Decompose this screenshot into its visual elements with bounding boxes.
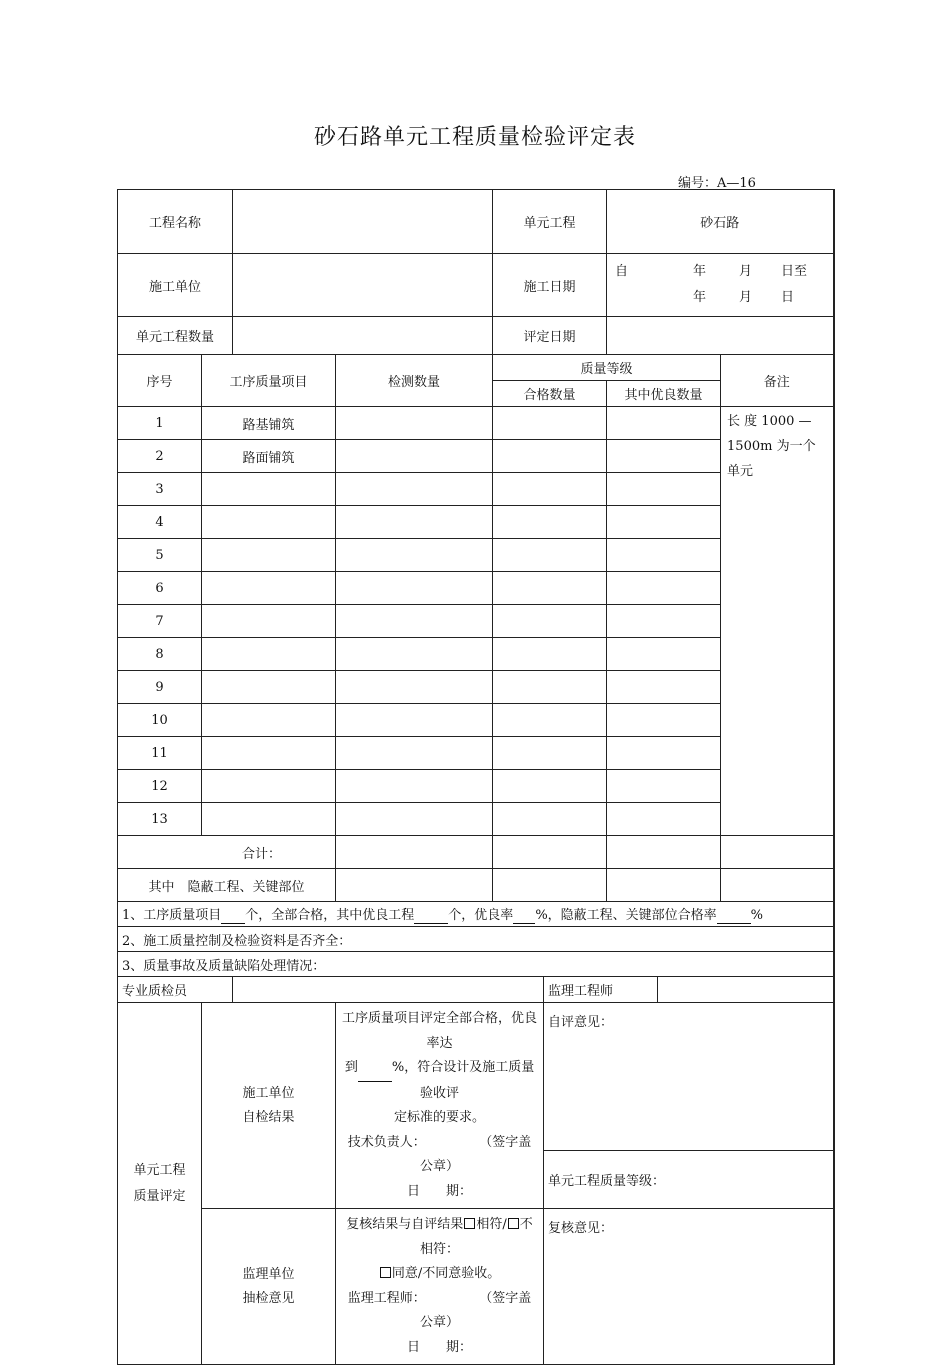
contractor-field[interactable] <box>233 254 493 317</box>
form-code: 编号：A—16 <box>678 176 756 191</box>
summary-line-3[interactable]: 3、质量事故及质量缺陷处理情况： <box>118 952 834 977</box>
row-pass-count[interactable] <box>493 671 607 704</box>
total-excellent-count[interactable] <box>607 836 721 869</box>
excellent-rate-blank[interactable] <box>513 908 535 924</box>
row-item[interactable]: 路面铺筑 <box>202 440 336 473</box>
row-seq: 8 <box>118 638 202 671</box>
row-item[interactable] <box>202 638 336 671</box>
year-label-2: 年 <box>693 290 707 305</box>
self-opinion[interactable]: 自评意见： <box>544 1003 834 1151</box>
col-pass-count: 合格数量 <box>493 381 607 407</box>
hidden-works-label: 其中 隐蔽工程、关键部位 <box>118 869 336 902</box>
row-item[interactable] <box>202 803 336 836</box>
inspector-label: 专业质检员 <box>118 977 233 1003</box>
row-item[interactable] <box>202 671 336 704</box>
row-excellent-count[interactable] <box>607 473 721 506</box>
hidden-check-count[interactable] <box>336 869 493 902</box>
supervisor-engineer-field[interactable] <box>658 977 834 1003</box>
row-excellent-count[interactable] <box>607 671 721 704</box>
row-seq: 13 <box>118 803 202 836</box>
day-label: 日 <box>781 290 795 305</box>
col-item: 工序质量项目 <box>202 355 336 407</box>
row-item[interactable] <box>202 539 336 572</box>
row-excellent-count[interactable] <box>607 572 721 605</box>
row-seq: 12 <box>118 770 202 803</box>
total-check-count[interactable] <box>336 836 493 869</box>
row-excellent-count[interactable] <box>607 770 721 803</box>
remark-text: 单元 <box>727 464 754 479</box>
row-item[interactable] <box>202 605 336 638</box>
row-pass-count[interactable] <box>493 473 607 506</box>
inspector-field[interactable] <box>233 977 544 1003</box>
item-count-blank[interactable] <box>221 908 245 924</box>
row-pass-count[interactable] <box>493 440 607 473</box>
mismatch-checkbox[interactable] <box>508 1218 519 1229</box>
row-check-count[interactable] <box>336 473 493 506</box>
project-name-label: 工程名称 <box>118 190 233 254</box>
hidden-excellent-count[interactable] <box>607 869 721 902</box>
row-check-count[interactable] <box>336 638 493 671</box>
row-item[interactable] <box>202 704 336 737</box>
month-label-2: 月 <box>739 290 753 305</box>
row-excellent-count[interactable] <box>607 638 721 671</box>
total-label: 合计： <box>118 836 336 869</box>
row-pass-count[interactable] <box>493 605 607 638</box>
unit-eval-label: 单元工程 质量评定 <box>118 1003 202 1365</box>
table-row <box>118 407 834 440</box>
col-check-count: 检测数量 <box>336 355 493 407</box>
row-seq: 9 <box>118 671 202 704</box>
unit-quality-grade[interactable]: 单元工程质量等级： <box>544 1151 834 1209</box>
construction-date-label: 施工日期 <box>493 254 607 317</box>
unit-count-field[interactable] <box>233 317 493 355</box>
eval-date-label: 评定日期 <box>493 317 607 355</box>
supervisor-engineer-label: 监理工程师 <box>544 977 658 1003</box>
review-opinion[interactable]: 复核意见： <box>544 1209 834 1365</box>
row-excellent-count[interactable] <box>607 803 721 836</box>
row-check-count[interactable] <box>336 770 493 803</box>
row-check-count[interactable] <box>336 506 493 539</box>
total-pass-count[interactable] <box>493 836 607 869</box>
row-seq: 11 <box>118 737 202 770</box>
row-check-count[interactable] <box>336 440 493 473</box>
agree-checkbox[interactable] <box>380 1267 391 1278</box>
unit-project-value[interactable]: 砂石路 <box>607 190 834 254</box>
row-item[interactable] <box>202 506 336 539</box>
row-check-count[interactable] <box>336 704 493 737</box>
row-pass-count[interactable] <box>493 506 607 539</box>
row-seq: 1 <box>118 407 202 440</box>
row-item[interactable] <box>202 572 336 605</box>
summary-line-2[interactable]: 2、施工质量控制及检验资料是否齐全： <box>118 927 834 952</box>
row-check-count[interactable] <box>336 539 493 572</box>
self-rate-blank[interactable] <box>358 1056 392 1082</box>
row-excellent-count[interactable] <box>607 704 721 737</box>
row-item[interactable] <box>202 737 336 770</box>
row-pass-count[interactable] <box>493 770 607 803</box>
col-quality-grade: 质量等级 <box>493 355 721 381</box>
row-check-count[interactable] <box>336 572 493 605</box>
row-seq: 4 <box>118 506 202 539</box>
row-excellent-count[interactable] <box>607 440 721 473</box>
year-label: 年 <box>693 264 707 279</box>
summary-line-1: 1、工序质量项目 个，全部合格，其中优良工程 个，优良率 %，隐蔽工程、关键部位合格率 % <box>118 902 834 927</box>
excellent-count-blank[interactable] <box>414 908 448 924</box>
unit-count-label: 单元工程数量 <box>118 317 233 355</box>
row-pass-count[interactable] <box>493 572 607 605</box>
row-item[interactable] <box>202 770 336 803</box>
eval-date-field[interactable] <box>607 317 834 355</box>
supervisor-check-label: 监理单位 抽检意见 <box>202 1209 336 1365</box>
row-seq: 7 <box>118 605 202 638</box>
row-pass-count[interactable] <box>493 737 607 770</box>
page-title: 砂石路单元工程质量检验评定表 <box>313 125 636 150</box>
match-checkbox[interactable] <box>464 1218 475 1229</box>
row-item[interactable]: 路基铺筑 <box>202 407 336 440</box>
remark-text: 长 度 1000 — <box>727 414 812 429</box>
row-check-count[interactable] <box>336 407 493 440</box>
row-excellent-count[interactable] <box>607 407 721 440</box>
date-from-label: 自 <box>615 264 629 279</box>
row-check-count[interactable] <box>336 803 493 836</box>
row-seq: 3 <box>118 473 202 506</box>
construction-date-field[interactable] <box>607 254 834 317</box>
row-pass-count[interactable] <box>493 638 607 671</box>
row-excellent-count[interactable] <box>607 605 721 638</box>
day-to-label: 日至 <box>781 264 808 279</box>
project-name-field[interactable] <box>233 190 493 254</box>
col-seq: 序号 <box>118 355 202 407</box>
hidden-pass-count[interactable] <box>493 869 607 902</box>
row-excellent-count[interactable] <box>607 506 721 539</box>
evaluation-form <box>117 189 835 1365</box>
row-excellent-count[interactable] <box>607 737 721 770</box>
row-seq: 10 <box>118 704 202 737</box>
self-check-label: 施工单位 自检结果 <box>202 1003 336 1209</box>
row-pass-count[interactable] <box>493 704 607 737</box>
unit-project-label: 单元工程 <box>493 190 607 254</box>
month-label: 月 <box>739 264 753 279</box>
row-check-count[interactable] <box>336 671 493 704</box>
col-remark: 备注 <box>721 355 834 407</box>
hidden-remark[interactable] <box>721 869 834 902</box>
supervisor-check-text: 复核结果与自评结果 相符/ 不相符： 同意/不同意验收。 监理工程师： （签字盖公章） 日 期： <box>336 1209 544 1365</box>
row-seq: 5 <box>118 539 202 572</box>
col-excellent-count: 其中优良数量 <box>607 381 721 407</box>
remark-text: 1500m 为一个 <box>727 439 816 454</box>
row-check-count[interactable] <box>336 605 493 638</box>
row-pass-count[interactable] <box>493 539 607 572</box>
row-excellent-count[interactable] <box>607 539 721 572</box>
row-item[interactable] <box>202 473 336 506</box>
self-check-text: 工序质量项目评定全部合格，优良率达 到 %，符合设计及施工质量验收评 定标准的要求。 技术负责人： （签字盖公章） 日 期： <box>336 1003 544 1209</box>
contractor-label: 施工单位 <box>118 254 233 317</box>
row-check-count[interactable] <box>336 737 493 770</box>
row-pass-count[interactable] <box>493 803 607 836</box>
row-seq: 6 <box>118 572 202 605</box>
row-seq: 2 <box>118 440 202 473</box>
hidden-pass-rate-blank[interactable] <box>717 908 751 924</box>
row-pass-count[interactable] <box>493 407 607 440</box>
total-remark[interactable] <box>721 836 834 869</box>
remark-cell <box>721 407 834 836</box>
